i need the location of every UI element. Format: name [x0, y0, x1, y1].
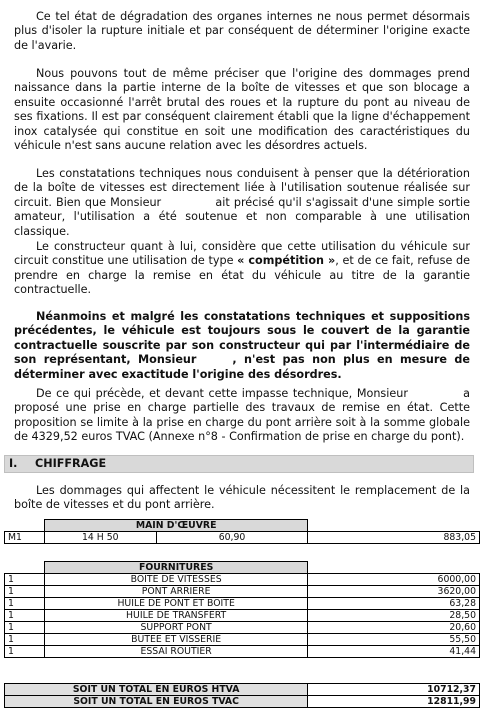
table-row: 1 HUILE DE PONT ET BOITE 63,28	[5, 598, 480, 610]
paragraph-degradation: Ce tel état de dégradation des organes internes ne nous permet désormais plus d'isoler la rupture initiale et par conséquent de déterminer l'origine exacte de l'avarie.	[14, 10, 470, 52]
main-oeuvre-header: MAIN D'ŒUVRE	[44, 520, 307, 532]
table-row: 1 ESSAI ROUTIER 41,44	[5, 646, 480, 658]
table-totals	[4, 683, 480, 708]
paragraph-intro-chiffrage: Les dommages qui affectent le véhicule nécessitent le remplacement de la boîte de vitesses et du pont arrière.	[14, 484, 470, 512]
table-row: M1 14 H 50 60,90 883,05	[5, 532, 480, 544]
section-title: CHIFFRAGE	[35, 457, 107, 470]
paragraph-neanmoins: Néanmoins et malgré les constatations techniques et suppositions précédentes, le véhicule est toujours sous le couvert de la garantie contractuelle souscrite par son constructeur qui par l'intermédiaire de son représentant, Monsieur , n'est pas non plus en mesure de déterminer avec exactitude l'origine des désordres.	[14, 310, 470, 381]
table-row: 1 HUILE DE TRANSFERT 28,50	[5, 610, 480, 622]
total-row-tvac: SOIT UN TOTAL EN EUROS TVAC 12811,99	[5, 696, 480, 708]
table-row: 1 PONT ARRIERE 3620,00	[5, 586, 480, 598]
fournitures-header: FOURNITURES	[44, 562, 307, 574]
table-fournitures	[4, 561, 480, 658]
section-number: I.	[9, 457, 18, 470]
table-row: 1 BOITE DE VITESSES 6000,00	[5, 574, 480, 586]
paragraph-constatations: Les constatations techniques nous conduisent à penser que la détérioration de la boîte de vitesses est directement liée à l'utilisation soutenue réalisée sur circuit. Bien que Monsieur ait précisé qu'il s'agissait d'une simple sortie amateur, l'utilisation a été soutenue et non comparable à une utilisation classique.	[14, 167, 470, 238]
paragraph-proposition: De ce qui précède, et devant cette impasse technique, Monsieur a proposé une prise en charge partielle des travaux de remise en état. Cette proposition se limite à la prise en charge du pont arrière soit à la somme globale de 4329,52 euros TVAC (Annexe n°8 - Confirmation de prise en charge du pont).	[14, 387, 471, 444]
table-row: 1 SUPPORT PONT 20,60	[5, 622, 480, 634]
table-main-oeuvre	[4, 519, 480, 544]
total-row-htva: SOIT UN TOTAL EN EUROS HTVA 10712,37	[5, 684, 480, 696]
paragraph-origine-dommages: Nous pouvons tout de même préciser que l'origine des dommages prend naissance dans la partie interne de la boîte de vitesses et que son blocage a ensuite occasionné l'arrêt brutal des roues et la rupture du pont au niveau de ses fixations. Il est par conséquent clairement établi que la ligne d'échappement inox catalysée qui constitue en soit une modification des caractéristiques du véhicule n'est sans aucune relation avec les désordres actuels.	[14, 67, 470, 153]
table-row: 1 BUTEE ET VISSERIE 55,50	[5, 634, 480, 646]
paragraph-constructeur: Le constructeur quant à lui, considère que cette utilisation du véhicule sur circuit constitue une utilisation de type « compétition », et de ce fait, refuse de prendre en charge la remise en état du véhicule au titre de la garantie contractuelle.	[14, 240, 470, 297]
section-header-chiffrage	[4, 455, 474, 473]
